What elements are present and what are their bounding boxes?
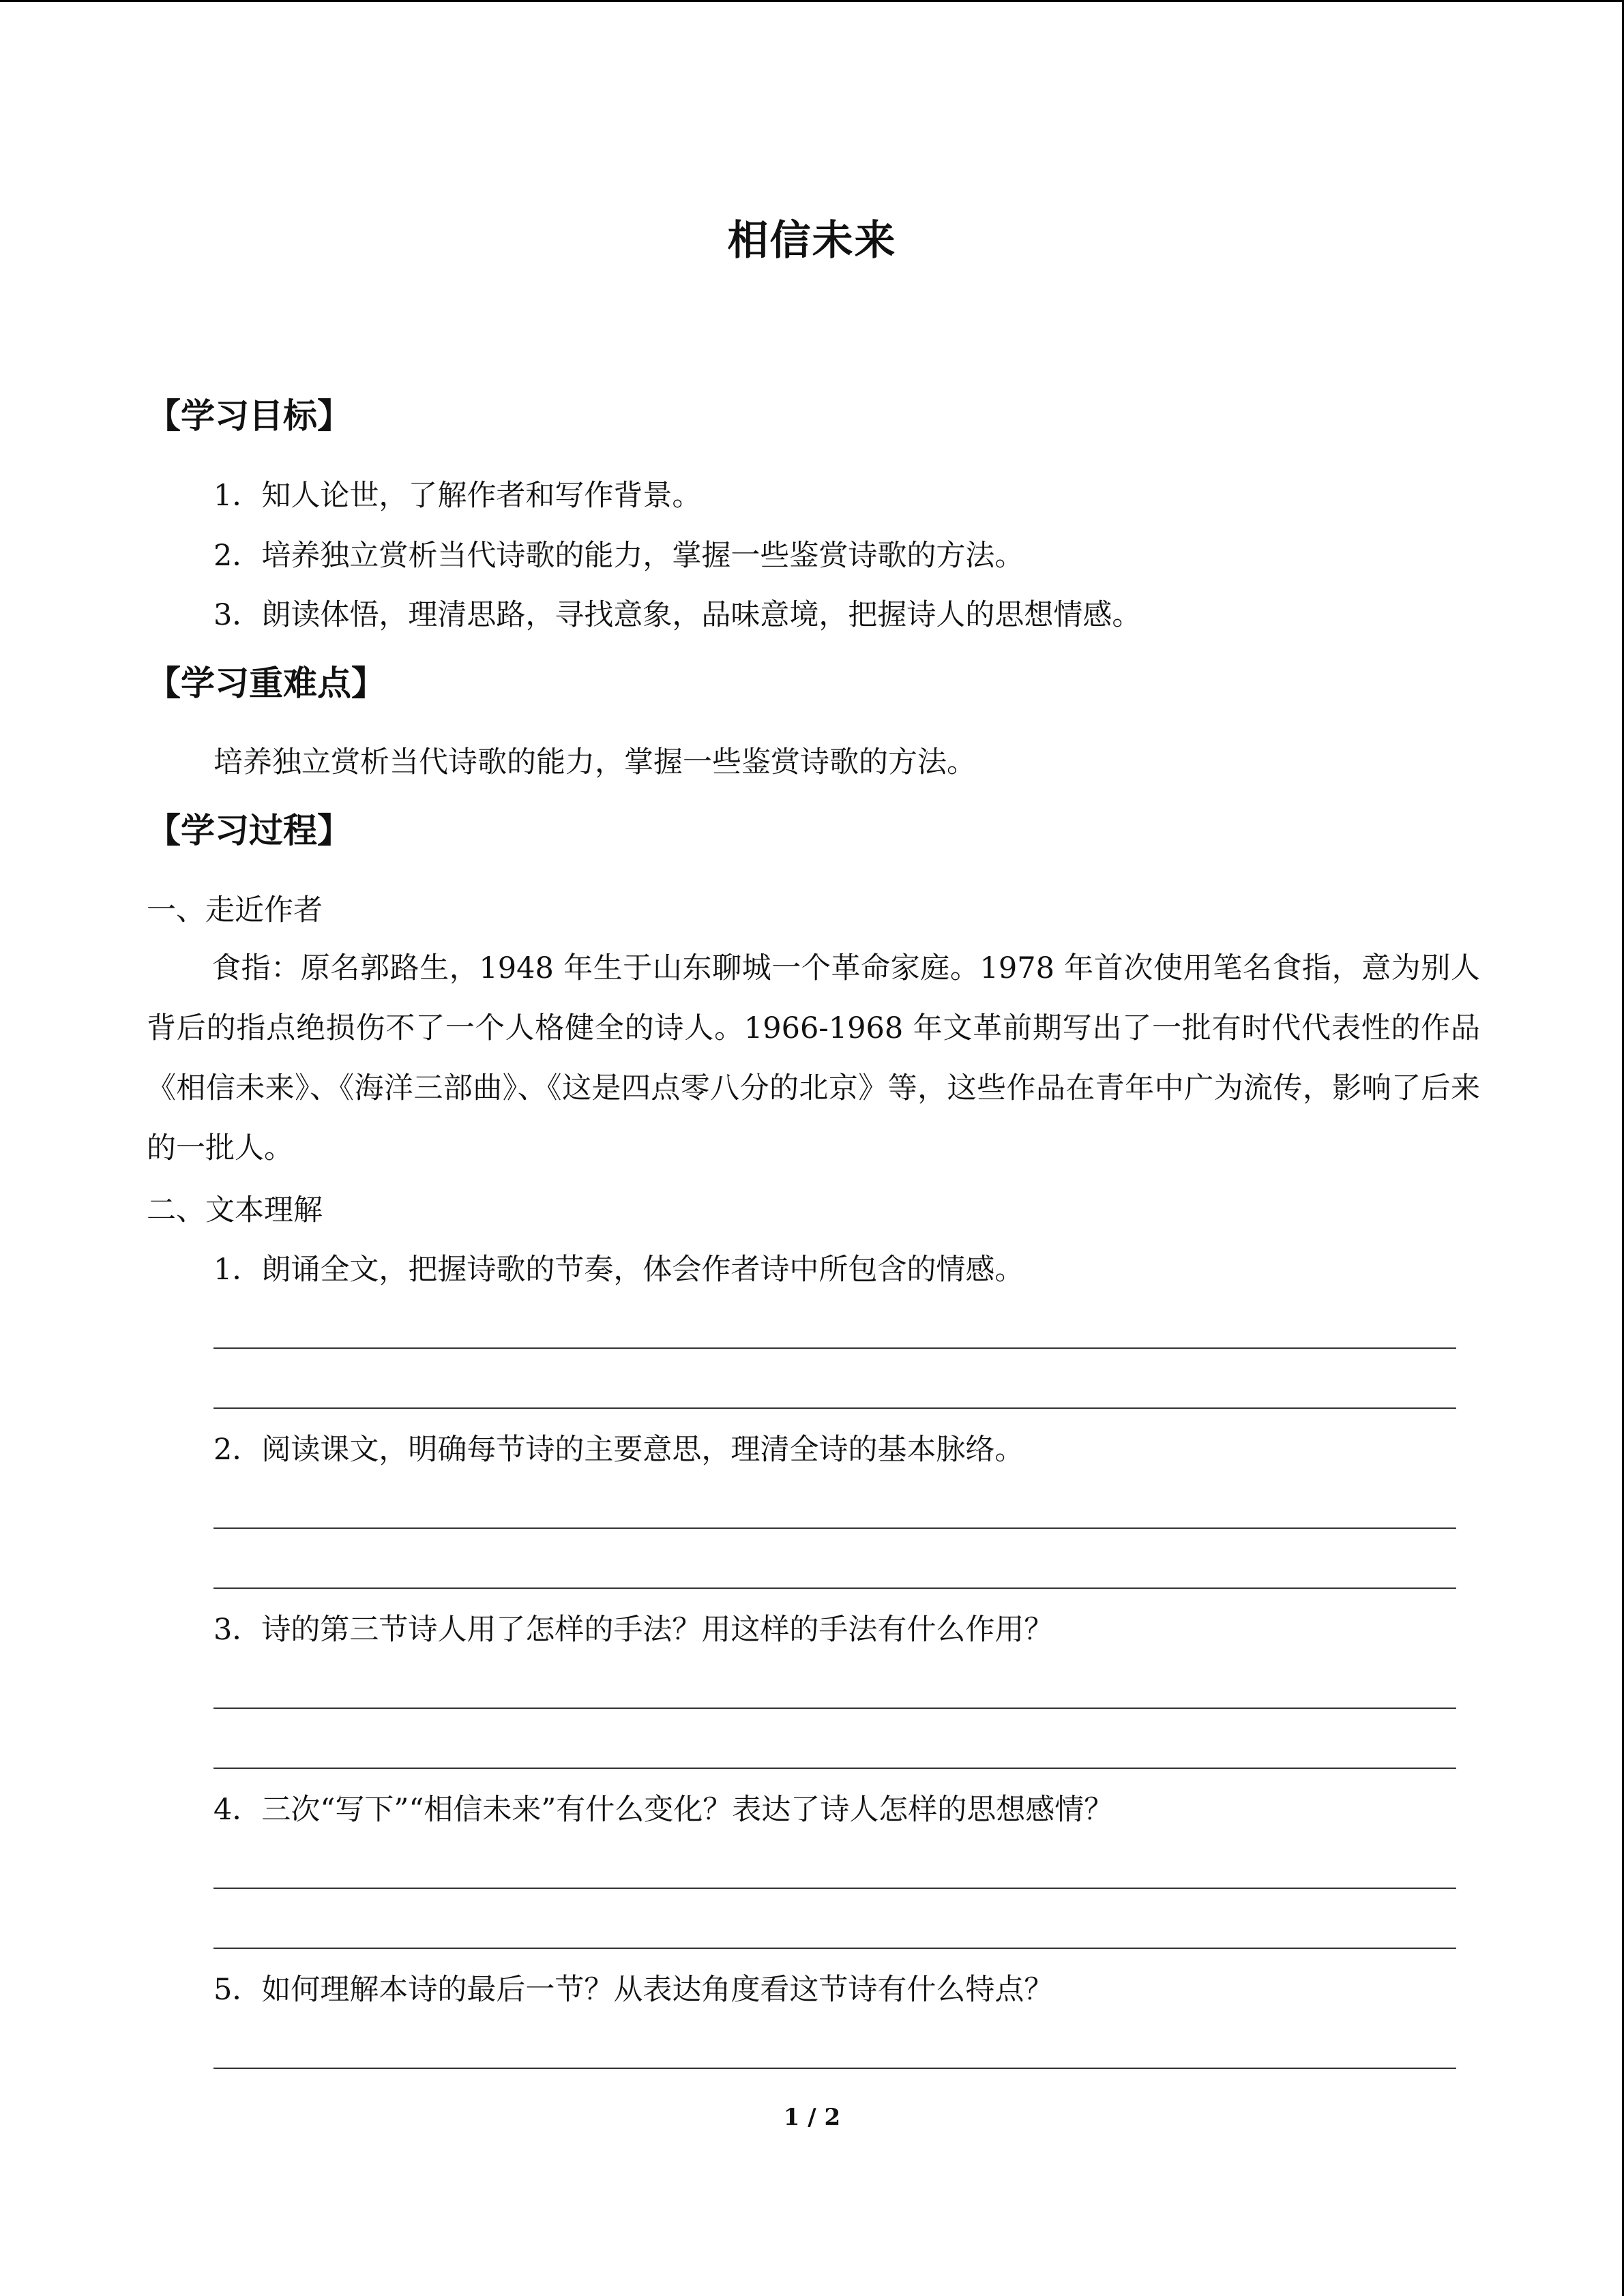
answer-line[interactable]	[213, 1948, 1456, 1949]
answer-line[interactable]	[213, 1347, 1456, 1349]
answer-line[interactable]	[213, 1587, 1456, 1589]
objective-item-3: 3．朗读体悟，理清思路，寻找意象，品味意境，把握诗人的思想情感。	[213, 598, 1142, 632]
author-intro-paragraph: 食指：原名郭路生，1948 年生于山东聊城一个革命家庭。1978 年首次使用笔名食指，意为别人背后的指点绝损伤不了一个人格健全的诗人。1966-1968 年文革前期写出了一批有时代代表性的作品《相信未来》、《海洋三部曲》、《这是四点零八分的北京》等，这些作品在青年中广为流传，影响了后来的一批人。	[147, 951, 1480, 1165]
heading-process: 【学习过程】	[147, 811, 351, 850]
heading-key-points: 【学习重难点】	[147, 664, 385, 703]
question-4: 4．三次“写下”“相信未来”有什么变化？表达了诗人怎样的思想感情？	[213, 1793, 1114, 1827]
page-title: 相信未来	[727, 217, 897, 265]
answer-line[interactable]	[213, 1407, 1456, 1409]
objective-item-2: 2．培养独立赏析当代诗歌的能力，掌握一些鉴赏诗歌的方法。	[213, 539, 1024, 573]
question-5: 5．如何理解本诗的最后一节？从表达角度看这节诗有什么特点？	[213, 1973, 1054, 2007]
answer-line[interactable]	[213, 2068, 1456, 2069]
part1-title: 一、走近作者	[147, 893, 323, 927]
question-3: 3．诗的第三节诗人用了怎样的手法？用这样的手法有什么作用？	[213, 1613, 1054, 1647]
page-border-top	[0, 0, 1624, 2]
heading-objectives: 【学习目标】	[147, 396, 351, 436]
answer-line[interactable]	[213, 1708, 1456, 1709]
page-number: 1 / 2	[783, 2104, 841, 2131]
answer-line[interactable]	[213, 1527, 1456, 1529]
part2-title: 二、文本理解	[147, 1193, 323, 1227]
objective-item-1: 1．知人论世，了解作者和写作背景。	[213, 479, 702, 513]
answer-line[interactable]	[213, 1768, 1456, 1769]
key-points-text: 培养独立赏析当代诗歌的能力，掌握一些鉴赏诗歌的方法。	[213, 745, 976, 779]
question-2: 2．阅读课文，明确每节诗的主要意思，理清全诗的基本脉络。	[213, 1433, 1024, 1467]
question-1: 1．朗诵全文，把握诗歌的节奏，体会作者诗中所包含的情感。	[213, 1253, 1024, 1287]
answer-line[interactable]	[213, 1888, 1456, 1889]
